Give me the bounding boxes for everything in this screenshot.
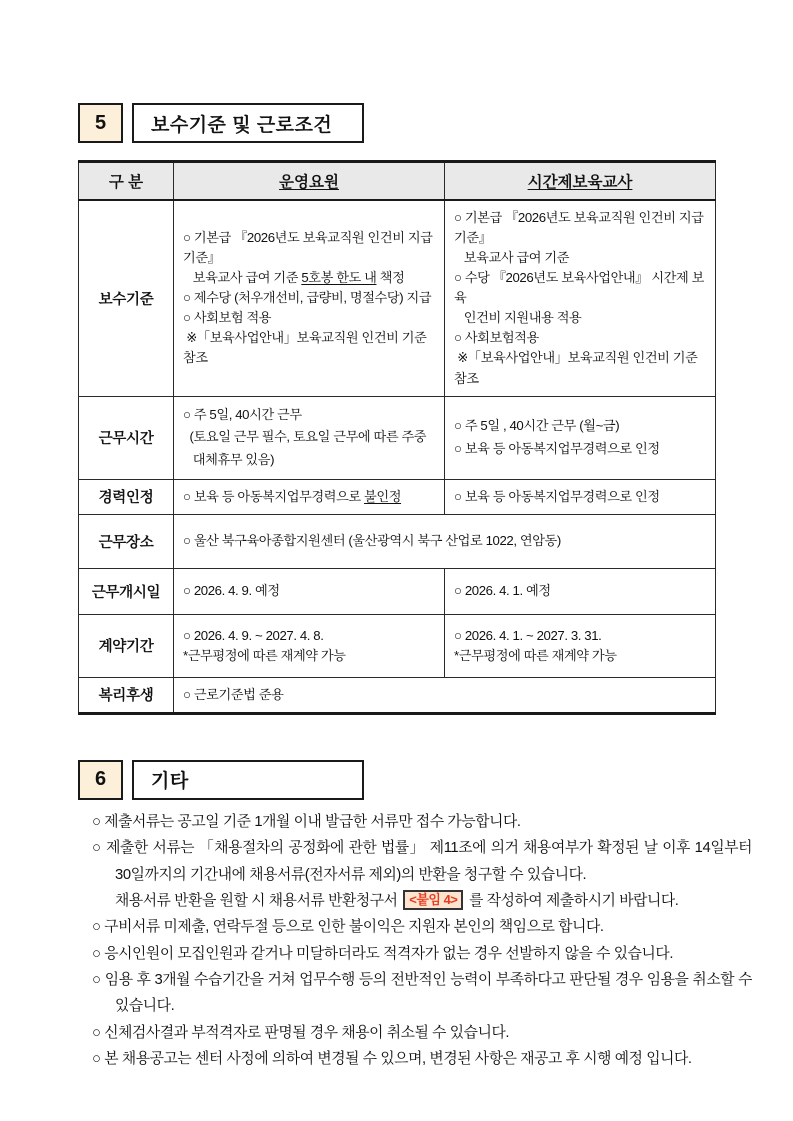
note-item: ○ 임용 후 3개월 수습기간을 거쳐 업무수행 등의 전반적인 능력이 부족하다고 판단될 경우 임용을 취소할 수 있습니다. [92, 971, 752, 1015]
table-row [79, 514, 716, 568]
row-label: 경력인정 [79, 479, 174, 514]
section-5-header [78, 103, 733, 143]
note-item: ○ 구비서류 미제출, 연락두절 등으로 인한 불이익은 지원자 본인의 책임으로 합니다. [92, 919, 604, 936]
table-row [79, 614, 716, 677]
table-row [79, 677, 716, 713]
note-item: ○ 신체검사결과 부적격자로 판명될 경우 채용이 취소될 수 있습니다. [92, 1024, 510, 1041]
section-6-title: 기타 [132, 760, 364, 800]
table-header-category: 구 분 [79, 162, 174, 201]
row-cell: ○ 보육 등 아동복지업무경력으로 인정 [445, 479, 716, 514]
table-header-row [79, 162, 716, 201]
note-item: ○ 제출한 서류는 「채용절차의 공정화에 관한 법률」 제11조에 의거 채용여부가 확정된 날 이후 14일부터 30일까지의 기간내에 채용서류(전자서류 제외)의 반환을 청구할 수 있습니다. [92, 840, 752, 883]
row-cell: ○ 기본급 『2026년도 보육교직원 인건비 지급 기준』 보육교사 급여 기준 5호봉 한도 내 책정 ○ 제수당 (처우개선비, 급량비, 명절수당) 지급 ○ 사회보험 적용 ※「보육사업안내」보육교직원 인건비 기준 참조 [174, 200, 445, 396]
section-5-number-box: 5 [78, 103, 123, 143]
row-cell: ○ 울산 북구육아종합지원센터 (울산광역시 북구 산업로 1022, 연암동) [174, 514, 716, 568]
row-cell: ○ 2026. 4. 9. ~ 2027. 4. 8. *근무평정에 따른 재계약 가능 [174, 614, 445, 677]
section-6-header [78, 760, 733, 800]
note-item: ○ 본 채용공고는 센터 사정에 의하여 변경될 수 있으며, 변경된 사항은 재공고 후 시행 예정 입니다. [92, 1050, 692, 1067]
table-header-operating-staff: 운영요원 [174, 162, 445, 201]
section-6-number-box: 6 [78, 760, 123, 800]
compensation-conditions-table [78, 160, 716, 715]
row-label: 근무시간 [79, 396, 174, 479]
table-row [79, 200, 716, 396]
row-cell: ○ 2026. 4. 1. 예정 [445, 568, 716, 614]
row-label: 보수기준 [79, 200, 174, 396]
row-cell: ○ 기본급 『2026년도 보육교직원 인건비 지급 기준』 보육교사 급여 기준 ○ 수당 『2026년도 보육사업안내』 시간제 보육 인건비 지원내용 적용 ○ 사회보험적용 ※「보육사업안내」보육교직원 인건비 기준 참조 [445, 200, 716, 396]
section-5-title: 보수기준 및 근로조건 [132, 103, 364, 143]
attachment-4-badge: <붙임 4> [403, 890, 463, 910]
notes-list [78, 809, 752, 1072]
row-label: 근무개시일 [79, 568, 174, 614]
row-label: 복리후생 [79, 677, 174, 713]
row-cell: ○ 주 5일, 40시간 근무 (토요일 근무 필수, 토요일 근무에 따른 주중 대체휴무 있음) [174, 396, 445, 479]
table-header-parttime-teacher: 시간제보육교사 [445, 162, 716, 201]
table-row [79, 396, 716, 479]
table-row [79, 568, 716, 614]
row-cell: ○ 보육 등 아동복지업무경력으로 불인정 [174, 479, 445, 514]
row-cell: ○ 2026. 4. 9. 예정 [174, 568, 445, 614]
note-item: ○ 응시인원이 모집인원과 같거나 미달하더라도 적격자가 없는 경우 선발하지 않을 수 있습니다. [92, 945, 674, 962]
note-item: ○ 제출서류는 공고일 기준 1개월 이내 발급한 서류만 접수 가능합니다. [92, 813, 521, 830]
row-label: 계약기간 [79, 614, 174, 677]
row-cell: ○ 주 5일 , 40시간 근무 (월~금) ○ 보육 등 아동복지업무경력으로 인정 [445, 396, 716, 479]
row-cell: ○ 2026. 4. 1. ~ 2027. 3. 31. *근무평정에 따른 재계약 가능 [445, 614, 716, 677]
note-continuation: 채용서류 반환을 원할 시 채용서류 반환청구서 <붙임 4> 를 작성하여 제출하시기 바랍니다. [115, 891, 679, 909]
row-label: 근무장소 [79, 514, 174, 568]
row-cell: ○ 근로기준법 준용 [174, 677, 716, 713]
table-row [79, 479, 716, 514]
